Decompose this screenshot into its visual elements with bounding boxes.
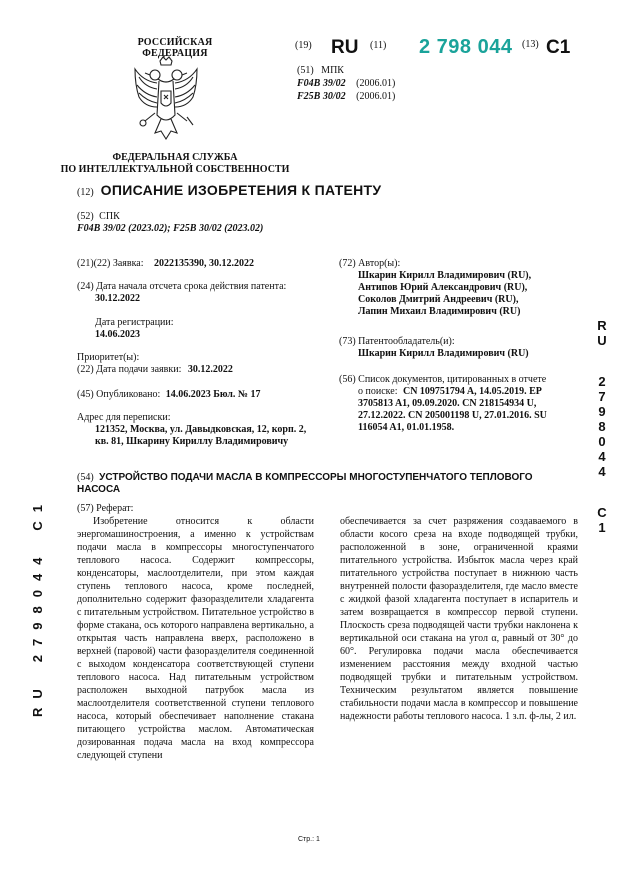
references-label-line-2: о поиске: <box>358 386 398 397</box>
side-char: 9 <box>598 404 606 419</box>
owner-value: Шкарин Кирилл Владимирович (RU) <box>358 348 529 359</box>
country-name: РОССИЙСКАЯ ФЕДЕРАЦИЯ <box>137 37 213 59</box>
application-value: 2022135390, 30.12.2022 <box>154 258 255 269</box>
authors-label: (72) Автор(ы): <box>339 258 401 269</box>
side-char: 2 <box>30 645 45 663</box>
application-field <box>77 258 254 270</box>
code-13: (13) <box>522 39 539 50</box>
title54-line-1: УСТРОЙСТВО ПОДАЧИ МАСЛА В КОМПРЕССОРЫ МНОГОСТУПЕНЧАТОГО ТЕПЛОВОГО <box>99 472 533 483</box>
published-label: (45) Опубликовано: <box>77 389 161 400</box>
side-char: R <box>30 698 45 717</box>
address-label: Адрес для переписки: <box>77 412 171 423</box>
side-char: 8 <box>30 597 45 614</box>
spk-block <box>77 211 263 235</box>
side-gap <box>592 479 612 505</box>
mpk-label: МПК <box>321 65 344 76</box>
references-field <box>339 374 584 434</box>
side-char: U <box>30 680 45 699</box>
abstract-column-1 <box>77 515 314 762</box>
term-start-label: (24) Дата начала отсчета срока действия патента: <box>77 281 287 292</box>
country-code: RU <box>331 37 359 58</box>
abstract-text-2: обеспечивается за счет разряжения создаваемого в области косого среза на входе подводящей трубки, расположенной в зоне, ограниченной краями питательного устройства. Избыток масла через край питательного устройства поступает в нижнюю часть внутренней полости фазоразделителя, где масло вместе с жидкой фазой хладагента поступает в испаритель и затем возвращается в компрессор первой ступени. Плоскость среза подводящей части трубки наклонена к вертикальной оси стакана на угол α, равный от 30° до 60°. Регулировка подачи масла обеспечивается изменением расстояния между входной частью подводящей трубки и питательным устройством. Техническим результатом является повышение стабильности подачи масла в компрессор и повышение надежности работы теплового насоса. 1 з.п. ф-лы, 2 ил. <box>340 516 578 722</box>
side-char: 7 <box>598 389 606 404</box>
filing-date-label: (22) Дата подачи заявки: <box>77 364 182 375</box>
code-19: (19) <box>295 40 312 51</box>
side-char: 7 <box>30 629 45 646</box>
spk-label: СПК <box>99 211 120 222</box>
author-item: Лапин Михаил Владимирович (RU) <box>358 306 521 317</box>
filing-date-value: 30.12.2022 <box>187 364 233 375</box>
author-item: Антипов Юрий Александрович (RU), <box>358 282 528 293</box>
side-char: 4 <box>30 548 45 565</box>
side-char: 0 <box>30 581 45 598</box>
mpk-heading <box>297 64 395 77</box>
author-item: Соколов Дмитрий Андреевич (RU), <box>358 294 519 305</box>
side-char: 2 <box>598 374 606 389</box>
references-line-3: 27.12.2022. CN 205001198 U, 27.01.2016. SU <box>358 410 547 421</box>
published-value: 14.06.2023 Бюл. № 17 <box>165 389 261 400</box>
title54-line-2: НАСОСА <box>77 484 121 495</box>
term-start-field <box>77 281 327 305</box>
side-char: C <box>597 505 607 520</box>
references-line-2: 3705813 A1, 09.09.2020. CN 218154934 U, <box>358 398 537 409</box>
agency-line-2: ПО ИНТЕЛЛЕКТУАЛЬНОЙ СОБСТВЕННОСТИ <box>60 164 290 175</box>
side-char: U <box>597 333 607 348</box>
mpk-version: (2006.01) <box>356 91 396 102</box>
side-vertical-text <box>30 496 45 717</box>
side-char: 4 <box>30 564 45 582</box>
references-line-1: CN 109751794 A, 14.05.2019. EP <box>402 386 542 397</box>
author-item: Шкарин Кирилл Владимирович (RU), <box>358 270 532 281</box>
mpk-class: F25B 30/02 <box>297 91 346 102</box>
page-number: Стр.: 1 <box>298 836 320 843</box>
term-start-value: 30.12.2022 <box>95 293 140 304</box>
side-char: 9 <box>30 613 45 630</box>
address-field <box>77 412 327 448</box>
agency-line-1: ФЕДЕРАЛЬНАЯ СЛУЖБА <box>112 152 238 163</box>
mpk-block <box>297 64 395 103</box>
references-label-line-1: (56) Список документов, цитированных в отчете <box>339 374 547 385</box>
side-char: C <box>30 512 45 531</box>
side-char: 0 <box>598 434 606 449</box>
side-patent-id-right <box>592 318 612 535</box>
owner-field <box>339 336 529 360</box>
mpk-class: F04B 39/02 <box>297 78 346 89</box>
priority-field <box>77 352 233 376</box>
address-line-2: кв. 81, Шкарину Кириллу Владимировичу <box>95 436 289 447</box>
owner-label: (73) Патентообладатель(и): <box>339 336 455 347</box>
registration-label: Дата регистрации: <box>95 317 174 328</box>
registration-value: 14.06.2023 <box>95 329 140 340</box>
patent-number: 2 798 044 <box>419 36 513 58</box>
published-field <box>77 389 260 401</box>
side-gap <box>592 348 612 374</box>
side-char: 4 <box>598 464 606 479</box>
agency-name <box>60 152 290 176</box>
spk-value: F04B 39/02 (2023.02); F25B 30/02 (2023.02) <box>77 223 264 234</box>
side-char: 1 <box>598 520 606 535</box>
mpk-entry <box>297 90 395 103</box>
title54-code: (54) <box>77 472 94 483</box>
abstract-column-2 <box>340 515 578 723</box>
priority-label: Приоритет(ы): <box>77 352 140 363</box>
side-char: R <box>597 318 607 333</box>
title12-code: (12) <box>77 187 94 198</box>
kind-code: C1 <box>546 37 571 58</box>
application-label: (21)(22) Заявка: <box>77 258 144 269</box>
registration-field <box>95 317 174 341</box>
spk-code: (52) <box>77 211 94 222</box>
abstract-text-1: Изобретение относится к области энергомашиностроения, а именно к устройствам подачи масла в компрессоры многоступенчатого теплового насоса. Содержит компрессоры, конденсаторы, маслоотделители, при этом каждая ступень теплового насоса, кроме последней, дополнительно содержит фазоразделители хладагента с питательным устройством. Питательное устройство в форме стакана, ось которого направлена вертикально, а открытая часть направлена вверх, расположено в верхней (паровой) части фазоразделителя соединенной с выходом конденсатора соответствующей ступени теплового насоса. Над питательным устройством расположен выходной патрубок масла из маслоотделителя соответственной ступени теплового насоса, который обеспечивает наполнение стакана питающего устройства маслом. Автоматическая дозированная подача масла на вход компрессора следующей ступени <box>77 516 314 761</box>
mpk-version: (2006.01) <box>356 78 396 89</box>
side-char: 4 <box>598 449 606 464</box>
authors-field <box>339 258 531 318</box>
code-11: (11) <box>370 40 387 51</box>
side-char: 8 <box>598 419 606 434</box>
mpk-entry <box>297 77 395 90</box>
document-type-title <box>77 182 381 200</box>
invention-title <box>77 472 587 496</box>
abstract-label: (57) Реферат: <box>77 503 134 514</box>
side-char: 1 <box>30 495 45 513</box>
address-line-1: 121352, Москва, ул. Давыдковская, 12, корп. 2, <box>95 424 307 435</box>
references-line-4: 116054 A1, 01.01.1958. <box>358 422 455 433</box>
mpk-code: (51) <box>297 65 314 76</box>
title12-text: ОПИСАНИЕ ИЗОБРЕТЕНИЯ К ПАТЕНТУ <box>100 182 382 198</box>
coat-of-arms-emblem <box>131 55 201 147</box>
